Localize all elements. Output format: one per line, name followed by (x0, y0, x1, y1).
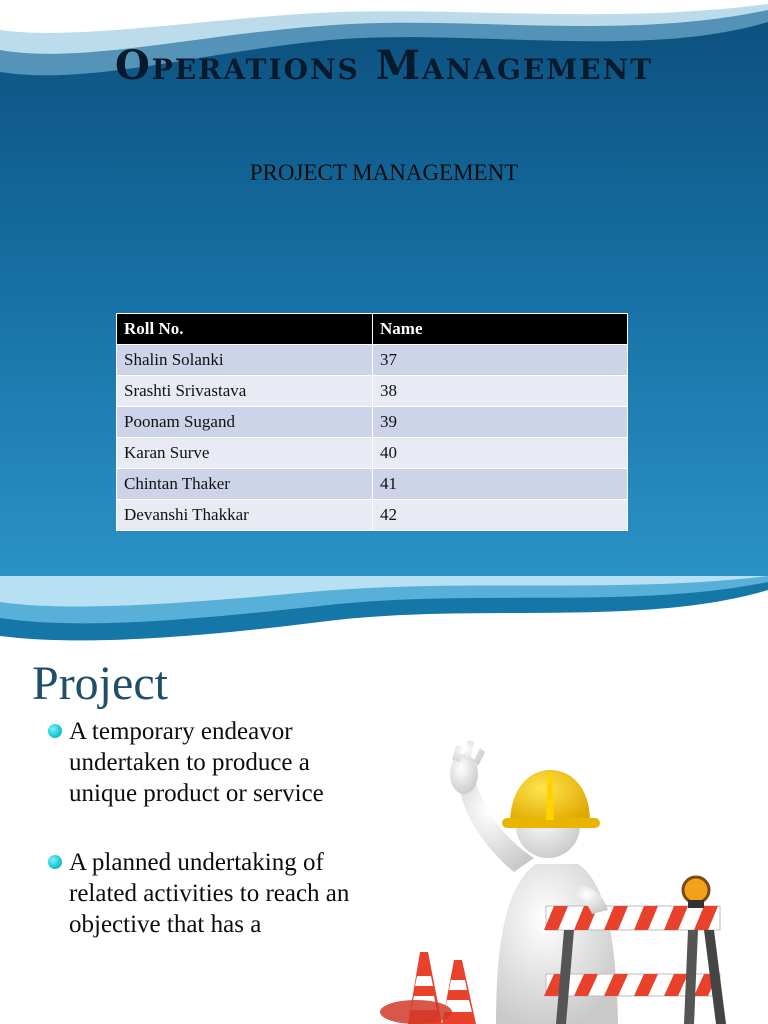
table-row (117, 345, 628, 376)
hard-hat-icon (502, 770, 600, 828)
table-cell: Devanshi Thakkar (117, 500, 373, 531)
table-cell: 40 (373, 438, 628, 469)
table-row (117, 407, 628, 438)
construction-worker-illustration (368, 684, 738, 1024)
slide-heading: Project (32, 657, 168, 710)
table-cell: 38 (373, 376, 628, 407)
table-cell: Shalin Solanki (117, 345, 373, 376)
table-cell: Chintan Thaker (117, 469, 373, 500)
table-cell: 39 (373, 407, 628, 438)
list-item (44, 716, 364, 809)
wave-decoration (0, 576, 768, 656)
table-row (117, 376, 628, 407)
table-cell: Srashti Srivastava (117, 376, 373, 407)
table-cell: 42 (373, 500, 628, 531)
table-cell: Karan Surve (117, 438, 373, 469)
presentation-subtitle: PROJECT MANAGEMENT (249, 160, 519, 185)
bullet-text: A temporary endeavor undertaken to produce a unique product or service (69, 718, 324, 807)
table-cell: Poonam Sugand (117, 407, 373, 438)
team-roster-table (116, 313, 628, 531)
table-header-row (117, 314, 628, 345)
bullet-text: A planned undertaking of related activities to reach an objective that has a (69, 849, 350, 938)
table-row (117, 500, 628, 531)
list-item (44, 847, 364, 940)
project-slide (0, 576, 768, 1024)
table-cell: 37 (373, 345, 628, 376)
bullet-dot-icon (48, 724, 62, 738)
column-header: Name (373, 314, 628, 345)
table-row (117, 438, 628, 469)
table-cell: 41 (373, 469, 628, 500)
bullet-list (44, 716, 364, 978)
table-row (117, 469, 628, 500)
presentation-title: Operations Management (114, 42, 654, 89)
column-header: Roll No. (117, 314, 373, 345)
bullet-dot-icon (48, 855, 62, 869)
